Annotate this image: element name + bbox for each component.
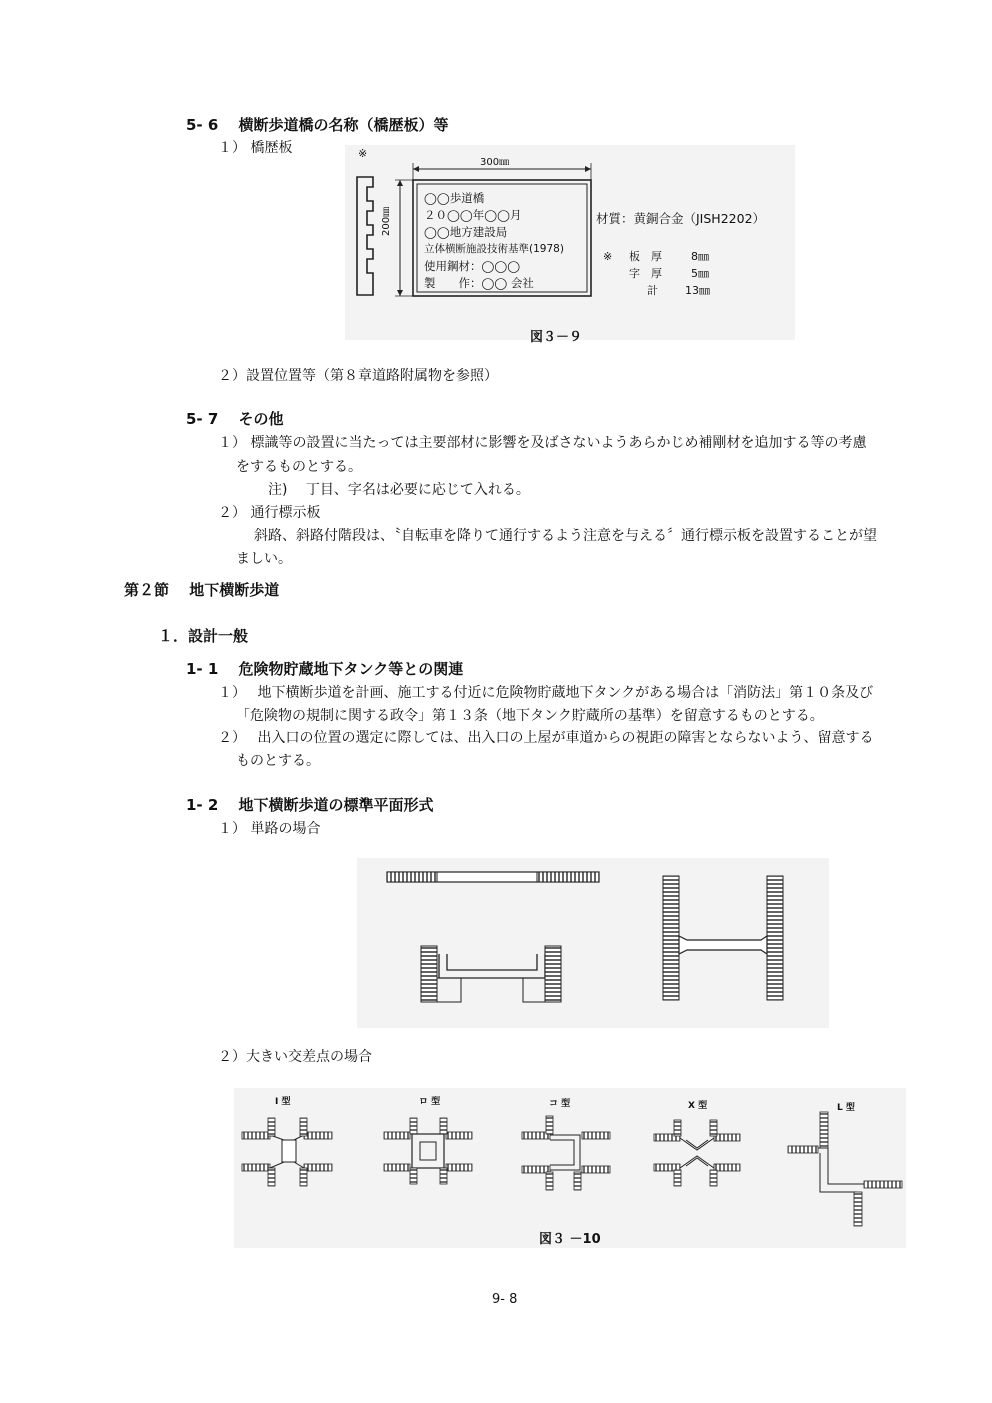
section-5-6-heading: 5- 6 横断歩道橋の名称（橋歴板）等 — [186, 116, 449, 134]
thickness-table — [603, 248, 710, 299]
ko-type-label: コ 型 — [549, 1099, 571, 1109]
u-left-stairs — [421, 946, 437, 1002]
h-right-stairs — [767, 876, 783, 1000]
plate-line: ◯◯地方建設局 — [424, 225, 508, 239]
plate-side-profile — [357, 177, 373, 295]
i-type-label: I 型 — [275, 1097, 291, 1107]
plate-line: ２０◯◯年◯◯月 — [424, 208, 522, 222]
paragraph-line: １） 標識等の設置に当たっては主要部材に影響を及ばさないようあらかじめ補剛材を追加する等の考慮 — [218, 435, 867, 451]
item-plate: １） 橋歴板 — [218, 140, 293, 156]
thickness-row: ※ 板 厚 8㎜ — [603, 250, 709, 263]
paragraph-line: 斜路、斜路付階段は、〝自転車を降りて通行するよう注意を与える〞通行標示板を設置することが望 — [254, 528, 877, 544]
paragraph-line: 「危険物の規制に関する政令」第１３条（地下タンク貯蔵所の基準）を留意するものとする。 — [236, 708, 824, 724]
item-large-intersection: ２）大きい交差点の場合 — [218, 1049, 372, 1065]
plate-line: 使用鋼材：◯◯◯ — [424, 259, 521, 273]
section-1-1-heading: 1- 1 危険物貯蔵地下タンク等との関連 — [186, 660, 464, 678]
figure-3-9-caption: 図３－９ — [530, 330, 583, 345]
plate-line: 立体横断施設技術基準(1978) — [424, 243, 564, 255]
thickness-row: 計 13㎜ — [647, 284, 710, 297]
thickness-row: 字 厚 5㎜ — [629, 267, 709, 280]
material-label: 材質：黄銅合金（JISH2202） — [596, 211, 766, 226]
paragraph-line: ましい。 — [236, 551, 292, 567]
l-type-diagram — [788, 1112, 902, 1226]
x-type-label: X 型 — [688, 1101, 708, 1111]
note-line: 注) 丁目、字名は必要に応じて入れる。 — [268, 482, 530, 498]
page-number: 9- 8 — [492, 1292, 518, 1307]
width-label: 300㎜ — [480, 157, 510, 168]
paragraph-line: ものとする。 — [236, 753, 320, 769]
h-left-stairs — [663, 876, 679, 1000]
section-1-2-heading: 1- 2 地下横断歩道の標準平面形式 — [186, 796, 434, 814]
plate-text-block — [424, 190, 564, 292]
paragraph-line: をするものとする。 — [236, 459, 362, 475]
height-label: 200㎜ — [381, 206, 392, 236]
figure-3-10 — [234, 1088, 906, 1248]
section-5-7-heading: 5- 7 その他 — [186, 410, 284, 428]
item-sign-board: ２） 通行標示板 — [218, 505, 321, 521]
subsection-1-heading: １．設計一般 — [158, 627, 249, 645]
side-mark: ※ — [358, 147, 368, 160]
i-type-diagram — [242, 1118, 332, 1186]
figure-3-9 — [345, 145, 795, 340]
single-road-figure — [357, 858, 829, 1028]
section-2-heading: 第２節 地下横断歩道 — [124, 581, 280, 599]
ko-type-diagram — [522, 1116, 610, 1190]
h-crossbar — [679, 936, 767, 954]
l-type-label: L 型 — [837, 1103, 855, 1113]
figure-3-10-caption: 図３ －10 — [539, 1232, 601, 1247]
paragraph-line: １） 地下横断歩道を計画、施工する付近に危険物貯蔵地下タンクがある場合は「消防法」第１０条及び — [218, 685, 874, 701]
x-type-diagram — [654, 1120, 740, 1186]
u-right-stairs — [545, 946, 561, 1002]
item-install-position: ２）設置位置等（第８章道路附属物を参照） — [218, 368, 498, 384]
plate-line: 製 作：◯◯ 会社 — [424, 276, 534, 290]
plate-line: ◯◯歩道橋 — [424, 191, 485, 205]
paragraph-line: ２） 出入口の位置の選定に際しては、出入口の上屋が車道からの視距の障害とならないよう、留意する — [218, 730, 874, 746]
ro-type-label: ロ 型 — [419, 1097, 441, 1107]
item-single-road: １） 単路の場合 — [218, 821, 321, 837]
ro-type-diagram — [384, 1118, 472, 1184]
